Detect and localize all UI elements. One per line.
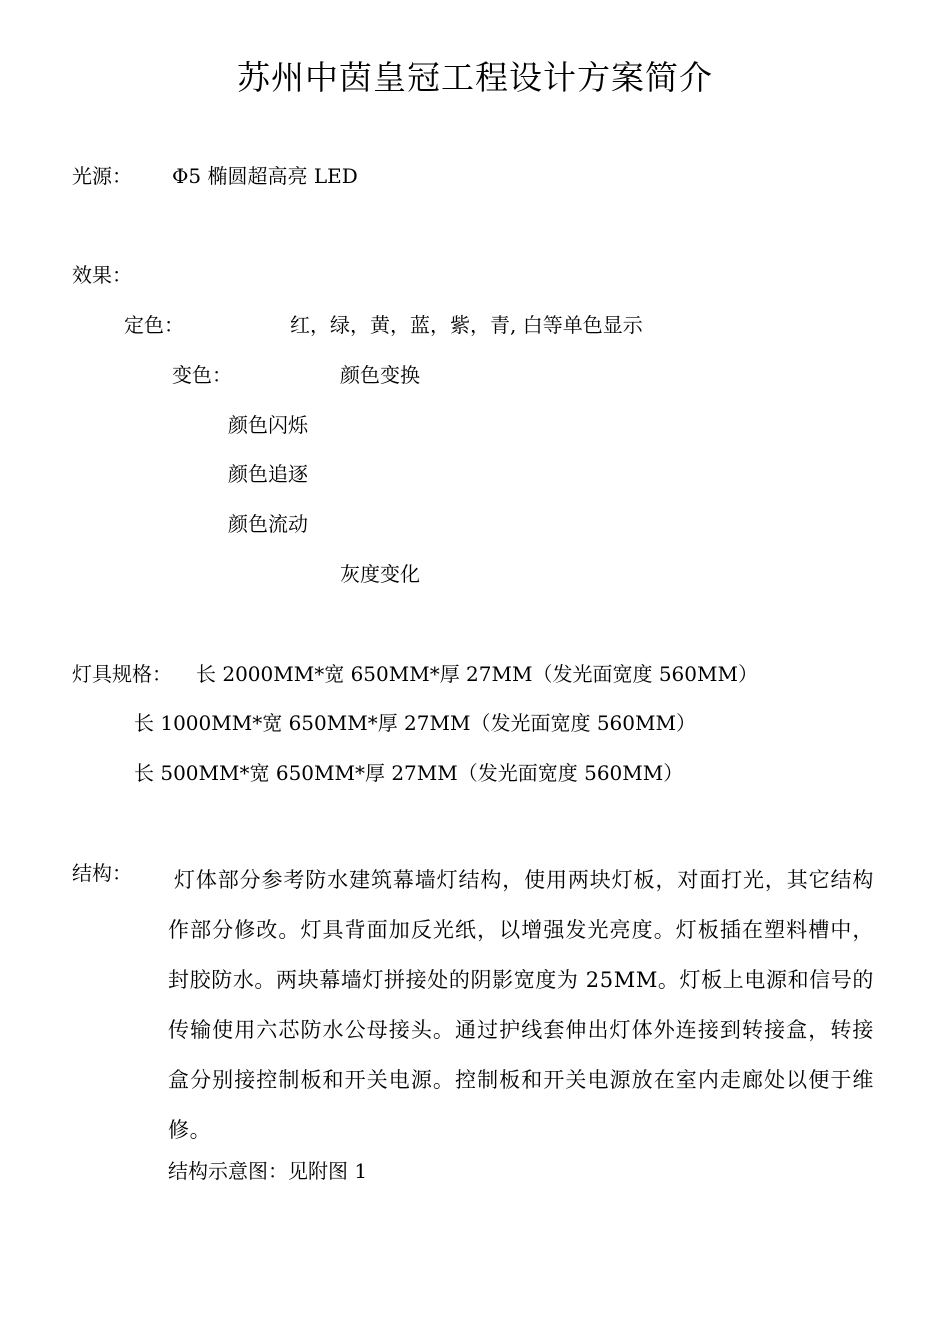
color-change-label: 变色： (172, 363, 232, 387)
fixture-spec-item: 长 1000MM*宽 650MM*厚 27MM（发光面宽度 560MM） (134, 711, 696, 735)
light-source-value: Φ5 椭圆超高亮 LED (172, 164, 358, 188)
color-change-item: 灰度变化 (340, 562, 420, 586)
structure-diagram-note: 结构示意图：见附图 1 (168, 1159, 368, 1183)
fixed-color-value: 红，绿，黄，蓝，紫，青, 白等单色显示 (290, 313, 643, 337)
fixture-spec-item: 长 500MM*宽 650MM*厚 27MM（发光面宽度 560MM） (134, 761, 684, 785)
color-change-item: 颜色追逐 (228, 462, 308, 486)
structure-label: 结构： (72, 861, 132, 885)
fixture-spec-item: 长 2000MM*宽 650MM*厚 27MM（发光面宽度 560MM） (196, 662, 758, 686)
color-change-item: 颜色闪烁 (228, 413, 308, 437)
structure-paragraph (168, 855, 874, 1155)
page-title: 苏州中茵皇冠工程设计方案简介 (237, 58, 713, 97)
light-source-label: 光源： (72, 164, 132, 188)
fixed-color-label: 定色： (124, 313, 184, 337)
structure-text: 灯体部分参考防水建筑幕墙灯结构，使用两块灯板，对面打光，其它结构作部分修改。灯具背面加反光纸，以增强发光亮度。灯板插在塑料槽中，封胶防水。两块幕墙灯拼接处的阴影宽度为 25MM。灯板上电源和信号的传输使用六芯防水公母接头。通过护线套伸出灯体外连接到转接盒，转接盒分别接控制板和开关电源。控制板和开关电源放在室内走廊处以便于维修。 (168, 868, 874, 1142)
color-change-item: 颜色流动 (228, 512, 308, 536)
color-change-item: 颜色变换 (340, 363, 420, 387)
fixture-spec-label: 灯具规格： (72, 662, 172, 686)
effects-label: 效果： (72, 263, 132, 287)
